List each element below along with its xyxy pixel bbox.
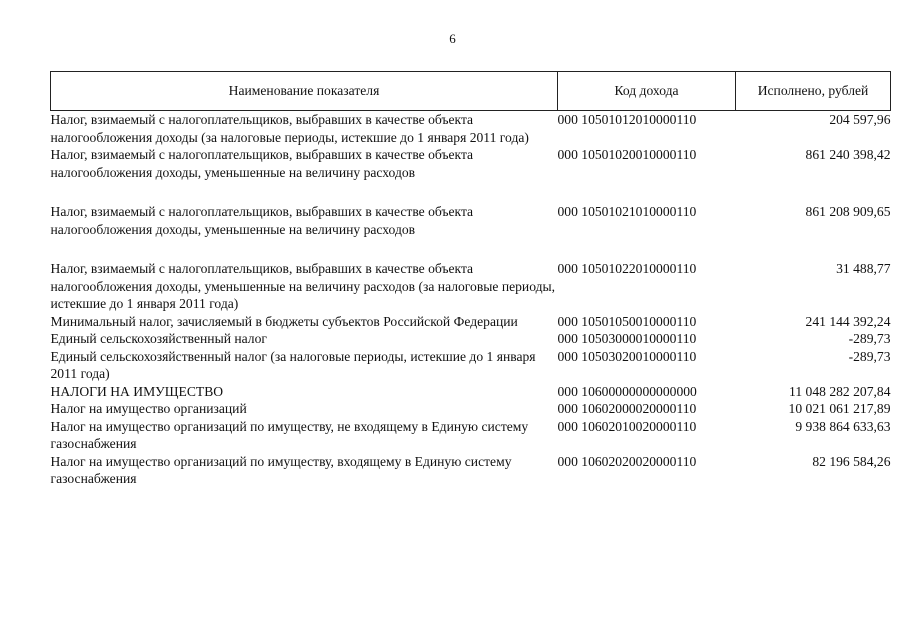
row-code: 000 10501021010000110 (557, 204, 697, 219)
table-row (51, 313, 891, 331)
row-value: -289,73 (848, 348, 891, 364)
table-row (51, 146, 891, 203)
header-name: Наименование показателя (51, 72, 558, 111)
row-name: Налог, взимаемый с налогоплательщиков, выбравших в качестве объекта налогообложения доходы (за налоговые периоды, истекшие до 1 января 2011 года) (50, 112, 529, 145)
row-code: 000 10501012010000110 (557, 112, 697, 127)
row-code: 000 10503020010000110 (557, 348, 697, 364)
page-number: 6 (449, 31, 456, 46)
row-name: Налог, взимаемый с налогоплательщиков, выбравших в качестве объекта налогообложения доходы, уменьшенные на величину расходов (за налоговые периоды, истекшие до 1 января 2011 года) (50, 261, 556, 311)
row-code: 000 10602020020000110 (557, 453, 697, 469)
row-code: 000 10503000010000110 (557, 331, 697, 346)
row-code: 000 10600000000000000 (557, 383, 697, 399)
table-row (51, 418, 891, 453)
row-value: 10 021 061 217,89 (788, 401, 891, 416)
row-value: 9 938 864 633,63 (795, 418, 891, 434)
row-value: 204 597,96 (829, 112, 891, 127)
table-row (51, 453, 891, 488)
row-code: 000 10501020010000110 (557, 147, 697, 162)
row-name: Налог на имущество организаций (50, 401, 247, 416)
row-value: 82 196 584,26 (812, 453, 891, 469)
table-row (51, 203, 891, 260)
table-row (51, 383, 891, 401)
row-name: НАЛОГИ НА ИМУЩЕСТВО (50, 383, 224, 399)
row-name: Налог, взимаемый с налогоплательщиков, выбравших в качестве объекта налогообложения доходы, уменьшенные на величину расходов (50, 147, 474, 180)
row-value: 861 208 909,65 (805, 204, 891, 219)
row-value: 861 240 398,42 (805, 147, 891, 162)
row-value: 11 048 282 207,84 (789, 383, 891, 399)
row-code: 000 10602010020000110 (557, 418, 697, 434)
row-code: 000 10501050010000110 (557, 313, 697, 329)
row-name: Минимальный налог, зачисляемый в бюджеты субъектов Российской Федерации (50, 313, 518, 329)
row-name: Налог на имущество организаций по имуществу, не входящему в Единую систему газоснабжения (50, 418, 529, 451)
row-code: 000 10501022010000110 (557, 261, 697, 276)
header-code: Код дохода (558, 72, 736, 111)
row-code: 000 10602000020000110 (557, 401, 697, 416)
row-value: 31 488,77 (836, 261, 891, 276)
row-value: -289,73 (848, 331, 891, 346)
revenue-table (50, 71, 891, 488)
row-value: 241 144 392,24 (805, 313, 891, 329)
row-name: Единый сельскохозяйственный налог (50, 331, 267, 346)
table-header-row (51, 72, 891, 111)
table-row (51, 348, 891, 383)
row-name: Единый сельскохозяйственный налог (за налоговые периоды, истекшие до 1 января 2011 года) (50, 348, 536, 381)
table-row (51, 111, 891, 147)
table-row (51, 260, 891, 313)
table-row (51, 330, 891, 348)
table-row (51, 400, 891, 418)
row-name: Налог на имущество организаций по имуществу, входящему в Единую систему газоснабжения (50, 453, 512, 486)
header-value: Исполнено, рублей (736, 72, 891, 111)
row-name: Налог, взимаемый с налогоплательщиков, выбравших в качестве объекта налогообложения доходы, уменьшенные на величину расходов (50, 204, 474, 237)
